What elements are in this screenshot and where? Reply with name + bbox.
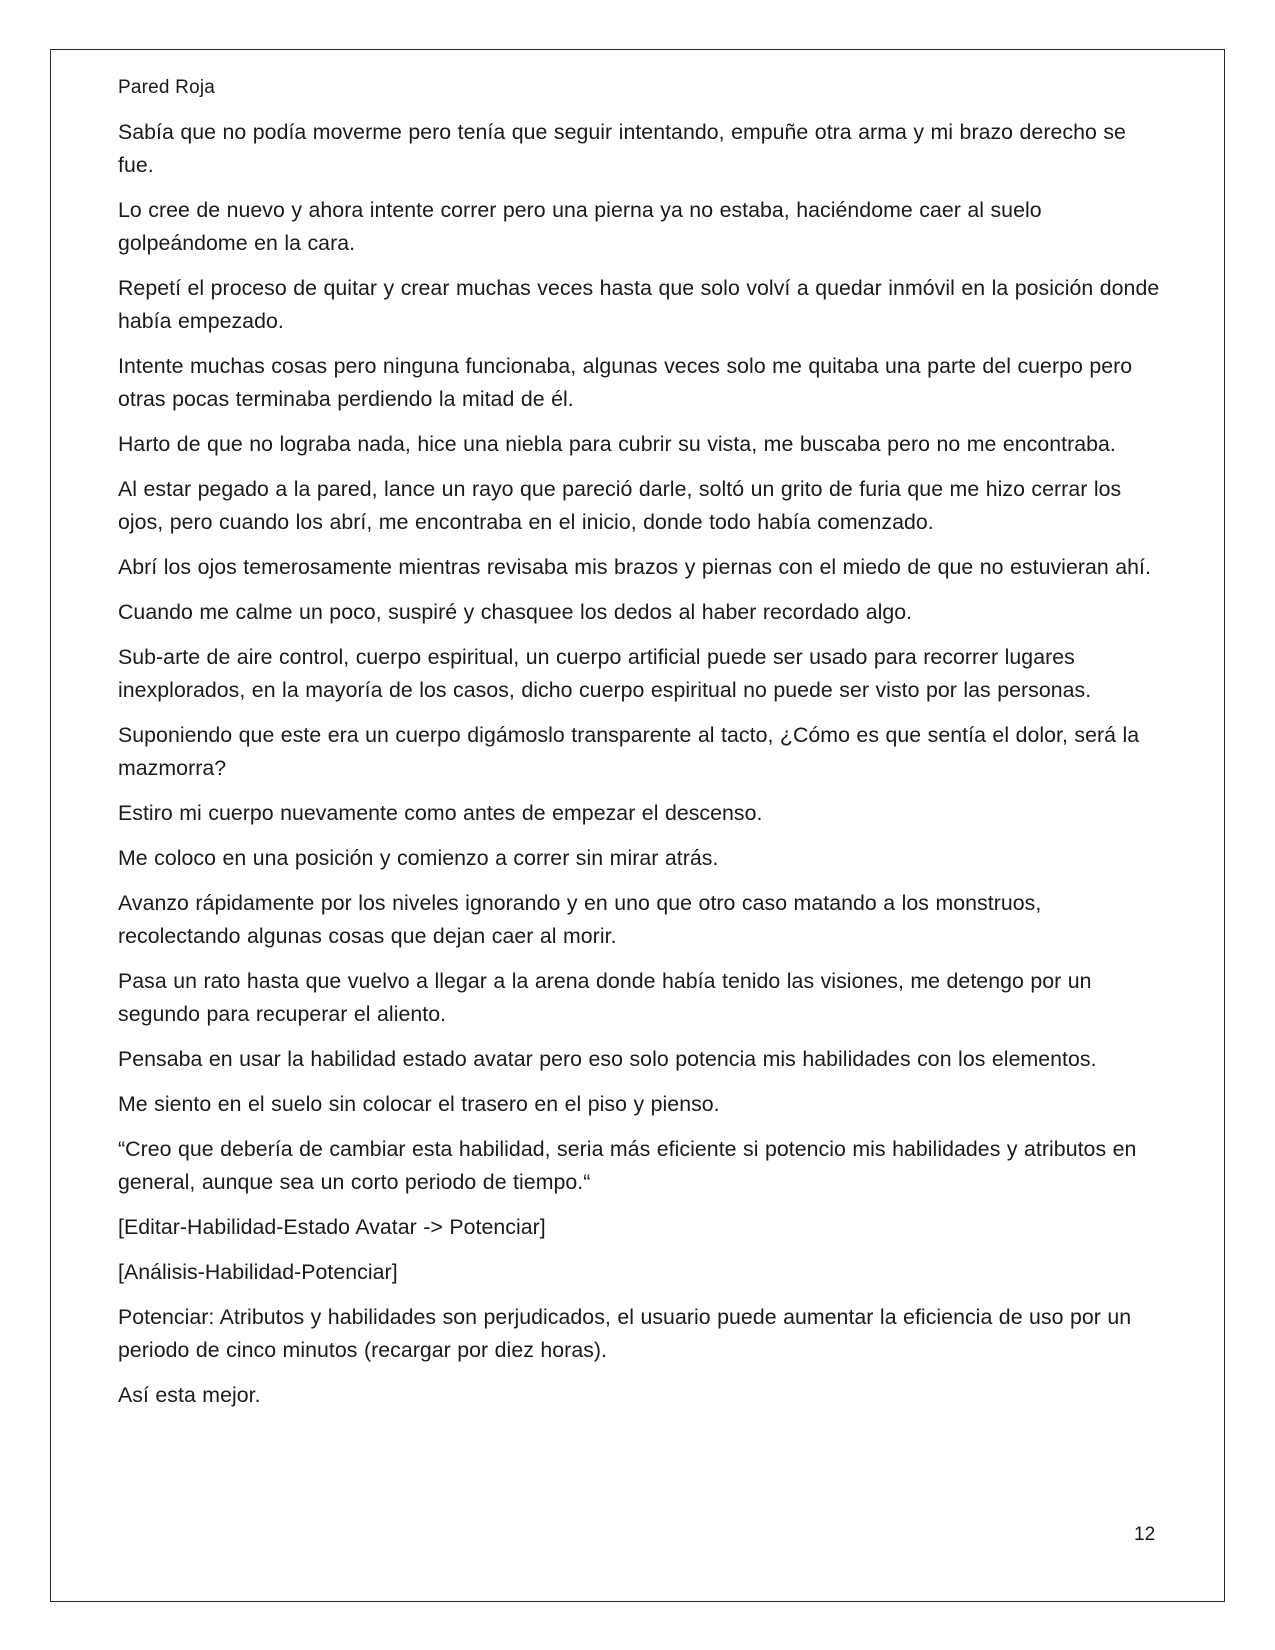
paragraph: Al estar pegado a la pared, lance un rayo que pareció darle, soltó un grito de furia que me hizo cerrar los ojos, pero cuando los abrí, me encontraba en el inicio, donde todo había comenzado. [118, 477, 1122, 534]
paragraph: Avanzo rápidamente por los niveles ignorando y en uno que otro caso matando a los monstruos, recolectando algunas cosas que dejan caer al morir. [118, 891, 1042, 948]
paragraph: Pensaba en usar la habilidad estado avatar pero eso solo potencia mis habilidades con los elementos. [118, 1047, 1097, 1071]
paragraph: [Análisis-Habilidad-Potenciar] [118, 1260, 398, 1284]
paragraph: Repetí el proceso de quitar y crear muchas veces hasta que solo volví a quedar inmóvil en la posición donde había empezado. [118, 276, 1160, 333]
paragraph: Potenciar: Atributos y habilidades son perjudicados, el usuario puede aumentar la eficiencia de uso por un periodo de cinco minutos (recargar por diez horas). [118, 1305, 1132, 1362]
paragraph: Lo cree de nuevo y ahora intente correr pero una pierna ya no estaba, haciéndome caer al suelo golpeándome en la cara. [118, 198, 1042, 255]
paragraph: Estiro mi cuerpo nuevamente como antes de empezar el descenso. [118, 801, 763, 825]
paragraph: Abrí los ojos temerosamente mientras revisaba mis brazos y piernas con el miedo de que no estuvieran ahí. [118, 555, 1151, 579]
page-header-title: Pared Roja [118, 77, 216, 98]
paragraph: Sabía que no podía moverme pero tenía que seguir intentando, empuñe otra arma y mi brazo derecho se fue. [118, 120, 1126, 177]
paragraph: Sub-arte de aire control, cuerpo espiritual, un cuerpo artificial puede ser usado para recorrer lugares inexplorados, en la mayoría de los casos, dicho cuerpo espiritual no puede ser visto por las personas. [118, 645, 1092, 702]
paragraph: “Creo que debería de cambiar esta habilidad, seria más eficiente si potencio mis habilidades y atributos en general, aunque sea un corto periodo de tiempo.“ [118, 1137, 1137, 1194]
document-body [118, 116, 1163, 1424]
paragraph: Intente muchas cosas pero ninguna funcionaba, algunas veces solo me quitaba una parte del cuerpo pero otras pocas terminaba perdiendo la mitad de él. [118, 354, 1133, 411]
paragraph: Así esta mejor. [118, 1383, 261, 1407]
paragraph: Harto de que no lograba nada, hice una niebla para cubrir su vista, me buscaba pero no me encontraba. [118, 432, 1116, 456]
paragraph: Me coloco en una posición y comienzo a correr sin mirar atrás. [118, 846, 719, 870]
paragraph: Cuando me calme un poco, suspiré y chasquee los dedos al haber recordado algo. [118, 600, 913, 624]
paragraph: Me siento en el suelo sin colocar el trasero en el piso y pienso. [118, 1092, 720, 1116]
paragraph: [Editar-Habilidad-Estado Avatar -> Potenciar] [118, 1215, 546, 1239]
paragraph: Pasa un rato hasta que vuelvo a llegar a la arena donde había tenido las visiones, me detengo por un segundo para recuperar el aliento. [118, 969, 1092, 1026]
page-number: 12 [1134, 1524, 1156, 1545]
paragraph: Suponiendo que este era un cuerpo digámoslo transparente al tacto, ¿Cómo es que sentía el dolor, será la mazmorra? [118, 723, 1140, 780]
